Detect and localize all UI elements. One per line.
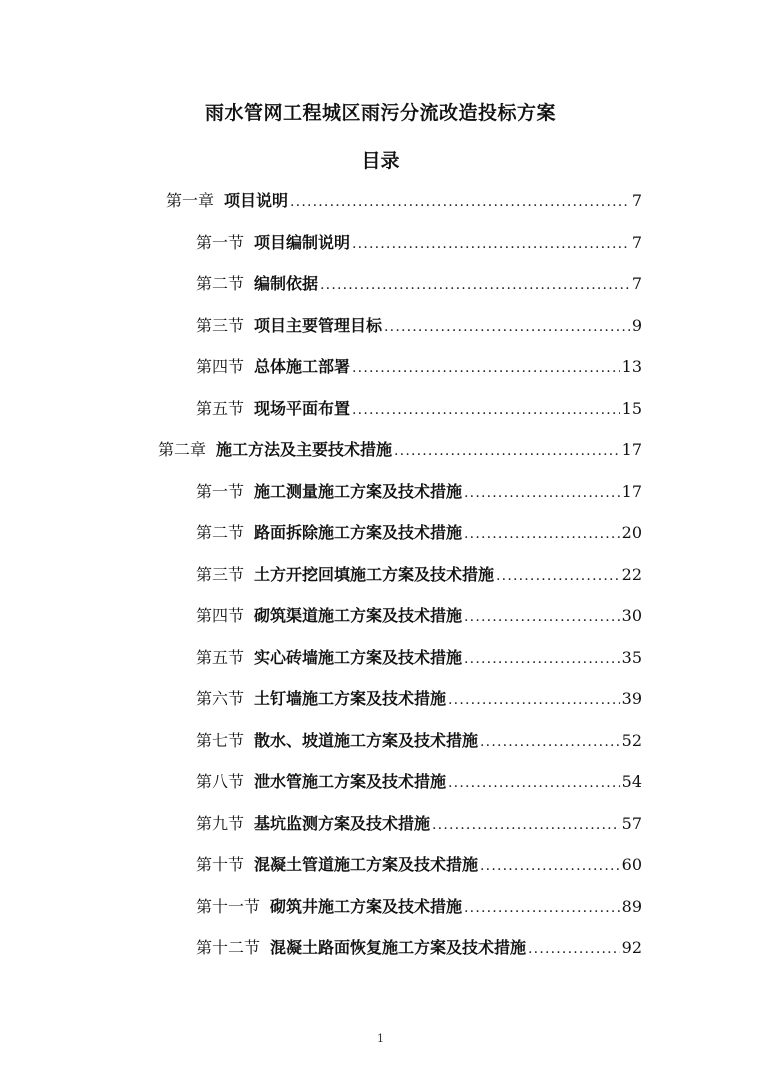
toc-entry-label: 第四节 [196, 606, 245, 625]
toc-leader-dots [384, 318, 630, 336]
toc-leader-dots [352, 235, 630, 253]
toc-leader-dots [320, 276, 630, 294]
toc-entry-title: 编制依据 [254, 274, 319, 293]
toc-entry-label: 第六节 [196, 689, 245, 708]
toc-heading: 目录 [361, 150, 400, 172]
toc-entry-page: 20 [621, 523, 642, 542]
toc-entry-title: 基坑监测方案及技术措施 [254, 814, 431, 833]
toc-entry-page: 35 [621, 648, 642, 667]
toc-entry[interactable] [196, 851, 642, 875]
toc-entry-page: 54 [621, 772, 642, 791]
toc-entry-title: 总体施工部署 [254, 357, 351, 376]
toc-entry-label: 第八节 [196, 772, 245, 791]
toc-entry[interactable] [196, 353, 642, 377]
toc-entry-label: 第十二节 [196, 938, 261, 957]
toc-entry-title: 土方开挖回填施工方案及技术措施 [254, 565, 495, 584]
toc-entry[interactable] [196, 395, 642, 419]
toc-entry[interactable] [196, 685, 642, 709]
toc-entry-label: 第三节 [196, 565, 245, 584]
toc-entry-page: 17 [621, 440, 642, 459]
toc-entry-label: 第一节 [196, 482, 245, 501]
toc-entry-page: 7 [631, 191, 642, 210]
toc-entry[interactable] [196, 229, 642, 253]
toc-leader-dots [352, 401, 620, 419]
document-title: 雨水管网工程城区雨污分流改造投标方案 [204, 102, 556, 124]
toc-entry[interactable] [196, 519, 642, 543]
toc-entry-page: 30 [621, 606, 642, 625]
toc-entry-label: 第一章 [166, 191, 215, 210]
toc-entry-title: 项目说明 [224, 191, 289, 210]
toc-entry-title: 项目主要管理目标 [254, 316, 383, 335]
toc-entry-title: 砌筑井施工方案及技术措施 [270, 897, 463, 916]
toc-leader-dots [496, 567, 620, 585]
toc-entry-page: 7 [631, 233, 642, 252]
toc-leader-dots [480, 733, 620, 751]
toc-entry-title: 现场平面布置 [254, 399, 351, 418]
toc-entry-label: 第一节 [196, 233, 245, 252]
toc-leader-dots [480, 857, 620, 875]
toc-entry-title: 混凝土路面恢复施工方案及技术措施 [270, 938, 527, 957]
toc-entry-label: 第二节 [196, 274, 245, 293]
toc-entry-title: 实心砖墙施工方案及技术措施 [254, 648, 463, 667]
toc-entry-page: 92 [621, 938, 642, 957]
toc-leader-dots [432, 816, 620, 834]
toc-leader-dots [394, 442, 620, 460]
toc-entry-title: 泄水管施工方案及技术措施 [254, 772, 447, 791]
toc-leader-dots [464, 484, 620, 502]
toc-entry-page: 7 [631, 274, 642, 293]
toc-entry[interactable] [196, 768, 642, 792]
toc-leader-dots [464, 899, 620, 917]
toc-entry-page: 57 [621, 814, 642, 833]
page-number: 1 [377, 1032, 384, 1045]
toc-entry-title: 施工方法及主要技术措施 [216, 440, 393, 459]
toc-entry-page: 13 [621, 357, 642, 376]
toc-entry-label: 第五节 [196, 648, 245, 667]
toc-entry-title: 施工测量施工方案及技术措施 [254, 482, 463, 501]
toc-entry-title: 项目编制说明 [254, 233, 351, 252]
toc-entry-title: 散水、坡道施工方案及技术措施 [254, 731, 479, 750]
toc-leader-dots [464, 525, 620, 543]
toc-entry[interactable] [196, 934, 642, 958]
toc-entry[interactable] [196, 312, 642, 336]
toc-entry-title: 路面拆除施工方案及技术措施 [254, 523, 463, 542]
toc-entry[interactable] [158, 436, 642, 460]
toc-leader-dots [352, 359, 620, 377]
toc-leader-dots [528, 940, 620, 958]
toc-entry-label: 第四节 [196, 357, 245, 376]
toc-leader-dots [290, 193, 630, 211]
toc-entry-label: 第二节 [196, 523, 245, 542]
toc-entry-page: 22 [621, 565, 642, 584]
toc-entry-page: 17 [621, 482, 642, 501]
toc-leader-dots [448, 691, 620, 709]
toc-entry-label: 第十一节 [196, 897, 261, 916]
toc-leader-dots [464, 650, 620, 668]
toc-entry[interactable] [196, 602, 642, 626]
toc-entry-label: 第五节 [196, 399, 245, 418]
toc-entry[interactable] [196, 727, 642, 751]
toc-entry-label: 第九节 [196, 814, 245, 833]
toc-entry-page: 39 [621, 689, 642, 708]
toc-entry-label: 第二章 [158, 440, 207, 459]
toc-entry-page: 52 [621, 731, 642, 750]
toc-entry-title: 砌筑渠道施工方案及技术措施 [254, 606, 463, 625]
toc-entry-label: 第十节 [196, 855, 245, 874]
toc-entry[interactable] [196, 893, 642, 917]
toc-entry[interactable] [166, 187, 642, 211]
toc-entry[interactable] [196, 561, 642, 585]
toc-entry-page: 15 [621, 399, 642, 418]
toc-entry[interactable] [196, 644, 642, 668]
toc-entry-label: 第三节 [196, 316, 245, 335]
toc-leader-dots [464, 608, 620, 626]
toc-entry-page: 60 [621, 855, 642, 874]
toc-leader-dots [448, 774, 620, 792]
toc-entry-label: 第七节 [196, 731, 245, 750]
toc-entry-page: 89 [621, 897, 642, 916]
toc-entry[interactable] [196, 810, 642, 834]
toc-entry[interactable] [196, 478, 642, 502]
toc-entry-title: 土钉墙施工方案及技术措施 [254, 689, 447, 708]
toc-entry-page: 9 [631, 316, 642, 335]
toc-entry-title: 混凝土管道施工方案及技术措施 [254, 855, 479, 874]
toc-entry[interactable] [196, 270, 642, 294]
